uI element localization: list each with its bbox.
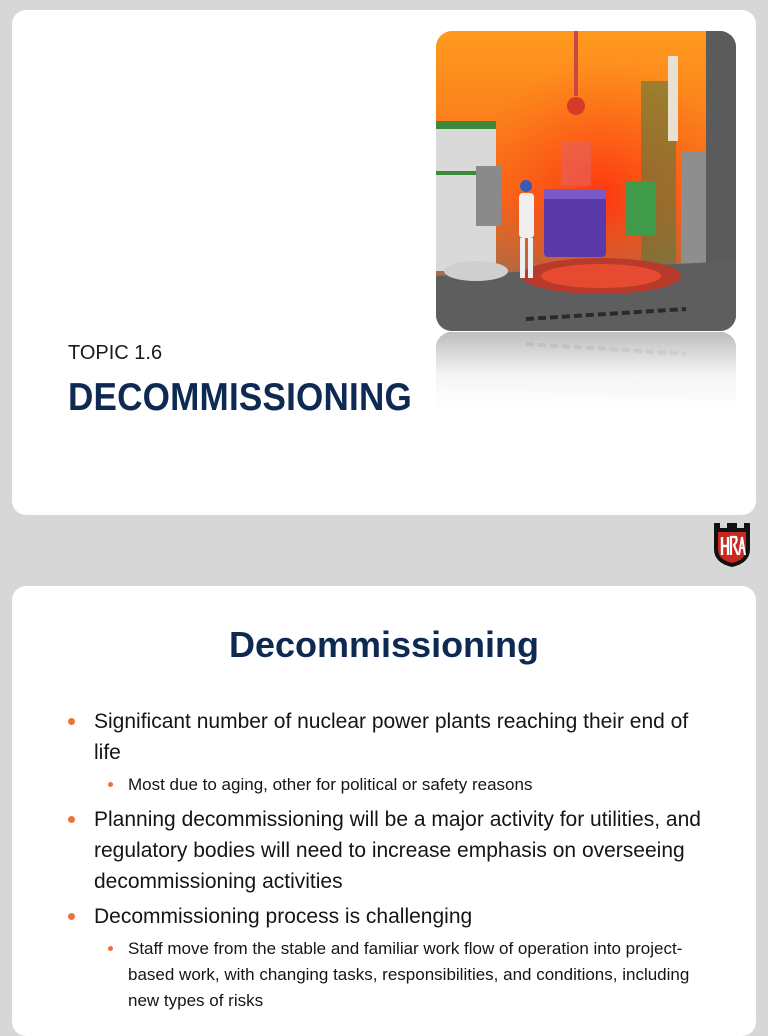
bullet-item: Significant number of nuclear power plants reaching their end of life: [12, 706, 756, 768]
sub-bullet-item: Most due to aging, other for political or safety reasons: [12, 772, 756, 798]
bullet-list: [12, 706, 756, 1020]
image-reflection: [436, 332, 736, 427]
organization-logo: [710, 519, 754, 569]
slide-title: DECOMMISSIONING: [68, 376, 412, 419]
bullet-item: Decommissioning process is challenging: [12, 901, 756, 932]
bullet-item: Planning decommissioning will be a major activity for utilities, and regulatory bodies will need to increase emphasis on overseeing decommissioning activities: [12, 804, 756, 897]
content-slide: [12, 586, 756, 1036]
slide-heading: Decommissioning: [228, 624, 540, 665]
topic-label: TOPIC 1.6: [68, 342, 163, 364]
title-slide: [12, 10, 756, 515]
sub-bullet-item: Staff move from the stable and familiar work flow of operation into project-based work, with changing tasks, responsibilities, and conditions, including new types of risks: [12, 936, 756, 1014]
reactor-hall-image: [436, 31, 736, 331]
